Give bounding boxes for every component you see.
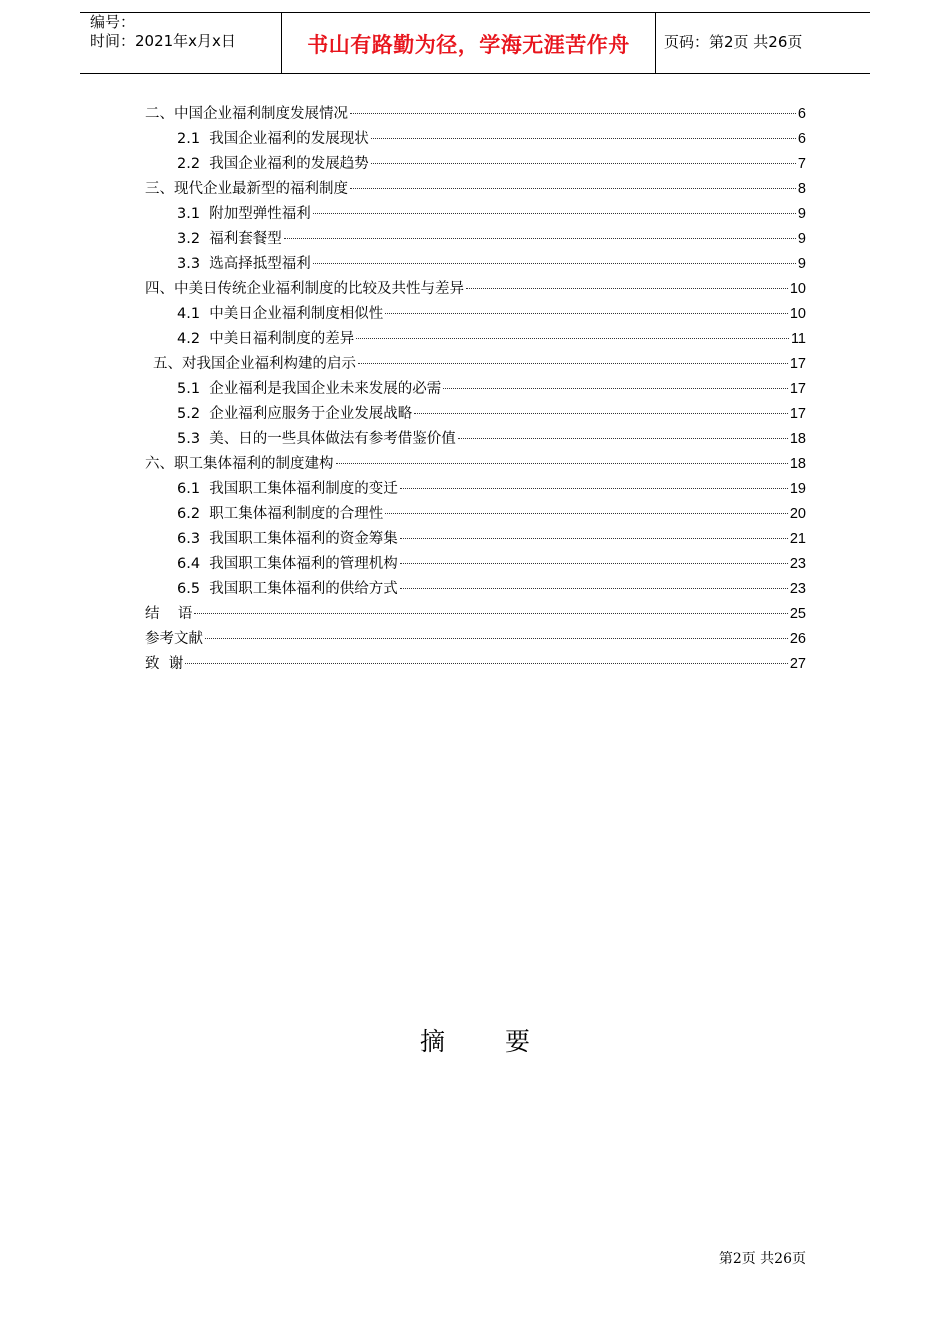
toc-entry-page: 10: [789, 306, 806, 322]
toc-entry[interactable]: [177, 428, 806, 450]
toc-entry[interactable]: [145, 453, 806, 475]
toc-leader-dots: [466, 288, 788, 289]
toc-entry[interactable]: [177, 203, 806, 225]
toc-entry[interactable]: [177, 528, 806, 550]
toc-entry-page: 17: [789, 381, 806, 397]
toc-entry-label: 4.1 中美日企业福利制度相似性: [177, 306, 384, 322]
toc-entry-page: 11: [790, 331, 806, 347]
toc-leader-dots: [458, 438, 788, 439]
header-code-label: 编号：: [90, 13, 136, 31]
toc-entry-page: 9: [797, 206, 806, 222]
toc-entry-page: 18: [789, 431, 806, 447]
toc-entry-label: 参考文献: [145, 631, 203, 647]
toc-entry-label: 5.2 企业福利应服务于企业发展战略: [177, 406, 413, 422]
toc-entry[interactable]: [177, 553, 806, 575]
toc-entry[interactable]: [177, 478, 806, 500]
toc-entry-label: 4.2 中美日福利制度的差异: [177, 331, 355, 347]
toc-entry-label: 二、中国企业福利制度发展情况: [145, 106, 348, 122]
toc-leader-dots: [443, 388, 788, 389]
toc-entry-label: 2.2 我国企业福利的发展趋势: [177, 156, 369, 172]
toc-entry-label: 3.3 选高择抵型福利: [177, 256, 311, 272]
toc-entry[interactable]: [153, 353, 806, 375]
toc-leader-dots: [185, 663, 788, 664]
header-meta-cell: [80, 13, 280, 73]
toc-leader-dots: [371, 138, 796, 139]
toc-entry-page: 17: [789, 356, 806, 372]
toc-entry[interactable]: [177, 253, 806, 275]
toc-entry-label: 5.1 企业福利是我国企业未来发展的必需: [177, 381, 442, 397]
toc-entry-page: 26: [789, 631, 806, 647]
toc-leader-dots: [284, 238, 796, 239]
toc-leader-dots: [313, 263, 796, 264]
toc-leader-dots: [385, 513, 788, 514]
toc-entry-label: 致 谢: [145, 656, 184, 672]
toc-entry-label: 结 语: [145, 606, 193, 622]
toc-entry-label: 6.2 职工集体福利制度的合理性: [177, 506, 384, 522]
toc-entry-page: 6: [797, 106, 806, 122]
toc-entry-page: 6: [797, 131, 806, 147]
toc-entry[interactable]: [177, 328, 806, 350]
header-page-label: 页码：第2页 共26页: [664, 33, 803, 51]
toc-leader-dots: [400, 588, 788, 589]
toc-entry-label: 五、对我国企业福利构建的启示: [153, 356, 356, 372]
page-header: [80, 12, 870, 74]
toc-entry-label: 6.1 我国职工集体福利制度的变迁: [177, 481, 398, 497]
toc-entry[interactable]: [177, 303, 806, 325]
toc-entry-label: 3.1 附加型弹性福利: [177, 206, 311, 222]
toc-entry-page: 23: [789, 556, 806, 572]
header-motto: 书山有路勤为径，学海无涯苦作舟: [307, 33, 630, 57]
toc-entry-page: 17: [789, 406, 806, 422]
toc-entry[interactable]: [145, 103, 806, 125]
toc-entry[interactable]: [145, 628, 806, 650]
toc-entry[interactable]: [145, 278, 806, 300]
toc-entry-label: 6.4 我国职工集体福利的管理机构: [177, 556, 398, 572]
toc-entry-page: 27: [789, 656, 806, 672]
toc-entry-page: 9: [797, 256, 806, 272]
toc-entry[interactable]: [177, 578, 806, 600]
toc-entry-page: 10: [789, 281, 806, 297]
header-motto-cell: [281, 13, 656, 73]
toc-entry-label: 6.3 我国职工集体福利的资金筹集: [177, 531, 398, 547]
toc-leader-dots: [194, 613, 787, 614]
toc-leader-dots: [205, 638, 788, 639]
toc-entry[interactable]: [177, 153, 806, 175]
toc-entry[interactable]: [177, 228, 806, 250]
toc-leader-dots: [358, 363, 788, 364]
toc-entry-page: 20: [789, 506, 806, 522]
toc-leader-dots: [313, 213, 796, 214]
toc-leader-dots: [400, 488, 788, 489]
toc-entry-page: 21: [789, 531, 806, 547]
toc-leader-dots: [350, 113, 796, 114]
toc-leader-dots: [356, 338, 789, 339]
toc-entry-page: 7: [797, 156, 806, 172]
toc-leader-dots: [371, 163, 796, 164]
toc-leader-dots: [336, 463, 788, 464]
toc-entry-label: 三、现代企业最新型的福利制度: [145, 181, 348, 197]
toc-entry-label: 四、中美日传统企业福利制度的比较及共性与差异: [145, 281, 464, 297]
toc-entry-page: 8: [797, 181, 806, 197]
toc-entry-page: 25: [789, 606, 806, 622]
toc-leader-dots: [385, 313, 788, 314]
toc-entry-label: 6.5 我国职工集体福利的供给方式: [177, 581, 398, 597]
toc-leader-dots: [400, 538, 788, 539]
toc-entry[interactable]: [177, 403, 806, 425]
toc-entry-label: 5.3 美、日的一些具体做法有参考借鉴价值: [177, 431, 456, 447]
toc-leader-dots: [400, 563, 788, 564]
header-date-label: 时间：2021年x月x日: [90, 32, 236, 50]
toc-entry[interactable]: [177, 378, 806, 400]
toc-entry-label: 2.1 我国企业福利的发展现状: [177, 131, 369, 147]
toc-entry[interactable]: [177, 128, 806, 150]
toc-entry[interactable]: [145, 653, 806, 675]
abstract-heading: 摘要: [419, 1027, 590, 1056]
toc-entry-page: 23: [789, 581, 806, 597]
toc-entry[interactable]: [145, 178, 806, 200]
toc-entry-page: 18: [789, 456, 806, 472]
toc-leader-dots: [414, 413, 788, 414]
toc-entry[interactable]: [177, 503, 806, 525]
toc-leader-dots: [350, 188, 796, 189]
toc-entry-page: 19: [789, 481, 806, 497]
toc-entry-label: 3.2 福利套餐型: [177, 231, 282, 247]
toc-entry-label: 六、职工集体福利的制度建构: [145, 456, 334, 472]
toc-entry-page: 9: [797, 231, 806, 247]
header-page-cell: [656, 13, 870, 73]
page-footer: 第2页 共26页: [718, 1251, 806, 1267]
toc-entry[interactable]: [145, 603, 806, 625]
